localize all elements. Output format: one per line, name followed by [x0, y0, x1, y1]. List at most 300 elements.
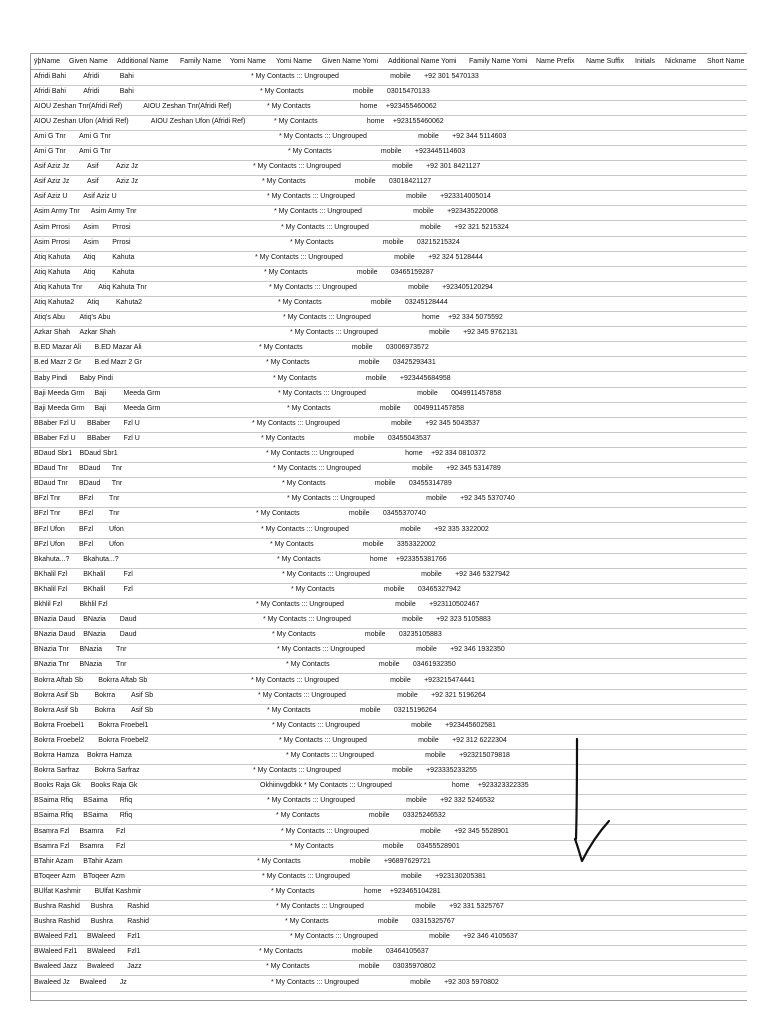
col-yomi-name-header: Yomi Name [230, 58, 266, 65]
cell-given-name: AIOU Zeshan Tnr(Afridi Ref) [143, 102, 232, 110]
cell-name: Asif Aziz Jz [34, 178, 70, 186]
cell-given-name: BTahir Azam [83, 857, 123, 865]
cell-group-membership: * My Contacts [267, 706, 311, 714]
cell-name: Bwaleed Jazz [34, 963, 78, 971]
cell-family-name: Fzl [123, 570, 133, 578]
cell-given-name: Atiq [83, 253, 96, 261]
table-row [31, 900, 747, 916]
cell-phone-value: 03461932350 [412, 661, 456, 669]
cell-phone-value: 03455314789 [408, 480, 452, 488]
col-additional-name-header: Additional Name [117, 58, 169, 65]
table-row [31, 704, 747, 720]
cell-group-membership: * My Contacts [261, 434, 305, 442]
cell-name: Asif Aziz Jz [34, 163, 70, 171]
cell-given-name: Bwaleed [79, 978, 107, 986]
table-row [31, 553, 747, 569]
cell-group-membership: * My Contacts [276, 812, 320, 820]
cell-phone-type: home [369, 555, 388, 563]
cell-given-name: BFzl [79, 510, 93, 518]
cell-family-name: Rfiq [119, 797, 133, 805]
cell-given-name: Baji [94, 404, 107, 412]
cell-group-membership: * My Contacts ::: Ungrouped [269, 283, 357, 291]
cell-group-membership: * My Contacts [259, 344, 303, 352]
cell-name: Atiq Kahuta Tnr [34, 283, 83, 291]
cell-group-membership: * My Contacts ::: Ungrouped [283, 314, 371, 322]
cell-name: Baji Meeda Grm [34, 404, 85, 412]
cell-phone-type: mobile [348, 510, 370, 518]
table-row [31, 976, 747, 992]
cell-phone-type: mobile [377, 918, 399, 926]
cell-phone-value: +92 312 6222304 [452, 736, 507, 744]
cell-group-membership: * My Contacts [271, 887, 315, 895]
cell-phone-type: mobile [417, 389, 438, 397]
table-row [31, 387, 747, 403]
table-row [31, 115, 747, 131]
table-row [31, 583, 747, 599]
cell-family-name: Prrosi [112, 238, 131, 246]
cell-family-name: Tnr [111, 465, 123, 473]
cell-group-membership: * My Contacts ::: Ungrouped [266, 450, 354, 457]
cell-name: Afridi Bahi [34, 87, 66, 95]
cell-phone-type: mobile [408, 283, 429, 291]
cell-name: Baji Meeda Grm [34, 389, 85, 397]
cell-phone-value: +92 303 5970802 [444, 978, 499, 986]
table-row [31, 70, 747, 86]
table-row [31, 613, 747, 629]
cell-phone-value: +92 345 5528901 [454, 827, 509, 835]
cell-family-name: Ufon [109, 540, 124, 548]
cell-phone-type: mobile [391, 419, 412, 427]
cell-given-name: BToqeer Azm [83, 872, 125, 880]
cell-phone-value: +923455460062 [385, 102, 437, 110]
cell-family-name: Ufon [109, 525, 124, 533]
cell-name: Bsamra Fzl [34, 827, 70, 835]
table-row [31, 825, 747, 841]
cell-given-name: BSaima [83, 812, 108, 820]
cell-name: BSaima Rfiq [34, 812, 73, 820]
cell-name: Asim Prrosi [34, 223, 70, 231]
cell-group-membership: * My Contacts [270, 540, 314, 548]
cell-name: Asif Aziz U [34, 193, 68, 201]
cell-group-membership: * My Contacts ::: Ungrouped [279, 132, 367, 140]
cell-group-membership: * My Contacts ::: Ungrouped [261, 525, 349, 533]
cell-group-membership: * My Contacts ::: Ungrouped [253, 767, 341, 775]
cell-phone-type: mobile [358, 359, 380, 367]
cell-phone-value: +92 321 5215324 [454, 223, 509, 231]
cell-group-membership: * My Contacts ::: Ungrouped [274, 208, 362, 216]
table-row [31, 175, 747, 191]
cell-phone-type: mobile [418, 132, 439, 140]
cell-given-name: Bwaleed [87, 963, 114, 971]
cell-phone-type: mobile [411, 721, 432, 729]
cell-given-name: Bokrra Hamza [87, 752, 132, 759]
cell-given-name: B.ED Mazar Ali [94, 344, 142, 352]
cell-phone-type: mobile [400, 525, 421, 533]
cell-phone-type: mobile [352, 87, 374, 95]
cell-given-name: BDaud Sbr1 [79, 450, 118, 457]
cell-phone-type: mobile [420, 223, 441, 231]
cell-group-membership: * My Contacts [273, 374, 317, 382]
cell-group-membership: * My Contacts ::: Ungrouped [253, 163, 341, 171]
table-row [31, 643, 747, 659]
cell-family-name: Aziz Jz [116, 178, 139, 186]
table-row [31, 221, 747, 237]
cell-family-name: Fzl1 [127, 948, 141, 956]
col-family-name-yomi-header: Family Name Yomi [469, 58, 528, 65]
cell-phone-value: +92 346 5327942 [455, 570, 510, 578]
cell-family-name: Fzl [116, 842, 126, 850]
cell-name: Books Raja Gk [34, 782, 81, 790]
cell-phone-value: +923130205381 [435, 872, 486, 880]
cell-given-name: Bokrra Sarfraz [94, 767, 140, 775]
cell-phone-type: mobile [394, 253, 415, 261]
cell-phone-value: +923445114603 [414, 148, 466, 155]
cell-phone-type: mobile [418, 736, 439, 744]
cell-given-name: Asim [83, 238, 99, 246]
cell-phone-type: mobile [356, 268, 378, 276]
cell-family-name: Bahi [119, 72, 134, 80]
cell-family-name: Fzl [116, 827, 126, 835]
cell-family-name: Jazz [127, 963, 142, 971]
cell-family-name: Bahi [119, 87, 134, 95]
table-row [31, 251, 747, 267]
cell-phone-type: mobile [412, 465, 433, 473]
cell-phone-type: mobile [392, 767, 413, 775]
cell-family-name: Fzl [123, 585, 133, 593]
cell-group-membership: * My Contacts ::: Ungrouped [271, 978, 359, 986]
table-row [31, 236, 747, 252]
cell-given-name: BBaber [87, 434, 111, 442]
cell-given-name: Bushra [90, 918, 113, 926]
cell-phone-type: mobile [354, 178, 376, 186]
cell-group-membership: * My Contacts [288, 148, 332, 155]
cell-family-name: Tnr [111, 480, 123, 488]
cell-family-name: Asif Sb [131, 706, 154, 714]
cell-phone-type: home [422, 314, 440, 322]
cell-phone-value: 3353322002 [396, 540, 436, 548]
cell-given-name: BNazia [79, 661, 103, 669]
table-row [31, 372, 747, 388]
table-row [31, 311, 747, 327]
cell-name: Ami G Tnr [34, 148, 66, 155]
cell-family-name: Fzl U [123, 434, 140, 442]
cell-given-name: Bokrra Aftab Sb [98, 676, 148, 684]
table-row [31, 855, 747, 871]
cell-phone-value: +923465104281 [389, 887, 441, 895]
cell-group-membership: * My Contacts ::: Ungrouped [290, 933, 378, 941]
table-row [31, 477, 747, 493]
table-row [31, 764, 747, 780]
cell-group-membership: * My Contacts [290, 238, 334, 246]
cell-group-membership: * My Contacts ::: Ungrouped [252, 419, 340, 427]
cell-name: BFzl Tnr [34, 510, 61, 518]
table-row [31, 145, 747, 161]
cell-given-name: BUlfat Kashmir [94, 887, 142, 895]
table-row [31, 130, 747, 146]
cell-name: BDaud Sbr1 [34, 450, 73, 457]
cell-name: Atiq Kahuta [34, 268, 71, 276]
cell-phone-type: mobile [362, 540, 384, 548]
cell-name: BWaleed Fzl1 [34, 948, 78, 956]
table-row [31, 689, 747, 705]
col-additional-name-yomi-header: Additional Name Yomi [388, 58, 457, 65]
cell-group-membership: * My Contacts ::: Ungrouped [277, 646, 365, 654]
cell-phone-value: +923215079818 [459, 752, 510, 759]
cell-family-name: Fzl U [123, 419, 140, 427]
cell-phone-value: +92 345 9762131 [463, 329, 518, 337]
table-row [31, 266, 747, 282]
table-row [31, 402, 747, 418]
cell-phone-value: 03325246532 [402, 812, 446, 820]
cell-phone-value: +92 346 4105637 [463, 933, 518, 941]
cell-given-name: Bokrra [94, 706, 116, 714]
cell-phone-value: +92 323 5105883 [436, 616, 491, 624]
cell-phone-type: mobile [390, 676, 411, 684]
cell-family-name: Meeda Grm [123, 404, 161, 412]
cell-group-membership: * My Contacts ::: Ungrouped [258, 691, 346, 699]
cell-given-name: Asif [87, 163, 99, 171]
table-row [31, 462, 747, 478]
cell-phone-type: mobile [406, 797, 427, 805]
cell-name: Atiq Kahuta2 [34, 299, 75, 306]
cell-phone-type: home [451, 782, 470, 790]
cell-phone-type: mobile [406, 193, 427, 201]
cell-phone-type: mobile [382, 842, 404, 850]
cell-name: B.ED Mazar Ali [34, 344, 82, 352]
cell-given-name: Bkhlil Fzl [79, 601, 108, 608]
cell-phone-value: 0049911457858 [451, 389, 502, 397]
cell-phone-value: +923215474441 [424, 676, 475, 684]
cell-phone-value: +92 332 5246532 [440, 797, 495, 805]
cell-name: Bokrra Asif Sb [34, 691, 79, 699]
cell-phone-value: +92 321 5196264 [431, 691, 486, 699]
cell-group-membership: * My Contacts [291, 585, 335, 593]
cell-phone-value: +923335233255 [426, 767, 477, 775]
cell-group-membership: * My Contacts [285, 918, 329, 926]
cell-name: AIOU Zeshan Tnr(Afridi Ref) [34, 102, 123, 110]
cell-phone-type: mobile [351, 344, 373, 352]
cell-phone-value: +923355381766 [395, 555, 447, 563]
cell-name: Bushra Rashid [34, 903, 80, 910]
cell-group-membership: * My Contacts [286, 661, 330, 669]
col-initials-header: Initials [635, 58, 655, 65]
col-yomi-name-2-header: Yomi Name [276, 58, 312, 65]
cell-phone-type: mobile [413, 208, 434, 216]
cell-family-name: Rfiq [119, 812, 133, 820]
cell-name: BFzl Ufon [34, 525, 65, 533]
cell-phone-value: 03455528901 [416, 842, 460, 850]
cell-name: Bkhlil Fzl [34, 601, 63, 608]
cell-given-name: BNazia [83, 631, 106, 639]
cell-phone-type: mobile [370, 299, 392, 306]
cell-phone-value: +923314005014 [440, 193, 491, 201]
column-header-row [31, 54, 747, 70]
cell-group-membership: * My Contacts [256, 510, 300, 518]
cell-given-name: Asim [83, 223, 99, 231]
col-given-name-header: Given Name [69, 58, 108, 65]
cell-phone-value: +92 346 1932350 [450, 646, 505, 654]
cell-family-name: Tnr [109, 495, 120, 503]
cell-phone-type: mobile [358, 963, 380, 971]
cell-name: BFzl Ufon [34, 540, 65, 548]
col-name-suffix-header: Name Suffix [586, 58, 624, 65]
cell-phone-value: 03465327942 [417, 585, 461, 593]
cell-phone-value: 03425293431 [392, 359, 436, 367]
cell-phone-type: mobile [379, 404, 401, 412]
cell-given-name: Atiq's Abu [79, 314, 111, 322]
table-row [31, 326, 747, 342]
col-given-name-yomi-header: Given Name Yomi [322, 58, 379, 65]
cell-given-name: Books Raja Gk [90, 782, 138, 790]
cell-phone-type: mobile [353, 434, 375, 442]
table-row [31, 507, 747, 523]
table-row [31, 658, 747, 674]
cell-given-name: BKhalil [83, 585, 106, 593]
cell-given-name: Baji [94, 389, 107, 397]
cell-phone-value: +92 344 5114603 [452, 132, 507, 140]
cell-phone-type: mobile [429, 933, 450, 941]
cell-group-membership: * My Contacts [274, 117, 318, 125]
table-row [31, 160, 747, 176]
cell-name: BUlfat Kashmir [34, 887, 81, 895]
cell-phone-type: mobile [397, 691, 418, 699]
cell-family-name: Kahuta [112, 253, 135, 261]
cell-phone-value: +92 335 3322002 [434, 525, 489, 533]
cell-name: BSaima Rfiq [34, 797, 73, 805]
cell-family-name: Rashid [127, 903, 150, 910]
cell-group-membership: * My Contacts ::: Ungrouped [272, 721, 360, 729]
cell-name: Atiq Kahuta [34, 253, 71, 261]
cell-name: B.ed Mazr 2 Gr [34, 359, 82, 367]
cell-name: Bushra Rashid [34, 918, 80, 926]
cell-phone-value: +923323322335 [477, 782, 529, 790]
cell-phone-value: 03455043537 [387, 434, 431, 442]
cell-group-membership: * My Contacts ::: Ungrouped [251, 72, 339, 80]
cell-phone-value: +923435220068 [447, 208, 498, 216]
cell-family-name: Kahuta [112, 268, 135, 276]
cell-name: BDaud Tnr [34, 465, 68, 473]
table-row [31, 356, 747, 372]
cell-phone-type: mobile [364, 631, 386, 639]
cell-phone-value: +923110502467 [429, 601, 480, 608]
table-row [31, 341, 747, 357]
cell-phone-value: +92 301 8421127 [426, 163, 481, 171]
cell-given-name: Asif Aziz U [83, 193, 117, 201]
table-row [31, 417, 747, 433]
cell-phone-type: mobile [374, 480, 396, 488]
cell-name: Ami G Tnr [34, 132, 66, 140]
cell-group-membership: * My Contacts ::: Ungrouped [256, 601, 344, 608]
cell-phone-value: 03215215324 [416, 238, 460, 246]
cell-group-membership: * My Contacts ::: Ungrouped [263, 616, 351, 624]
cell-phone-type: mobile [426, 495, 447, 503]
table-row [31, 960, 747, 976]
cell-phone-value: 03465159287 [390, 268, 434, 276]
cell-group-membership: * My Contacts [257, 857, 301, 865]
cell-group-membership: * My Contacts [267, 102, 311, 110]
cell-family-name: Tnr [116, 646, 127, 654]
table-row [31, 840, 747, 856]
cell-phone-type: mobile [380, 148, 402, 155]
cell-phone-type: mobile [390, 72, 411, 80]
cell-name: Asim Army Tnr [34, 208, 80, 216]
cell-phone-type: mobile [421, 570, 442, 578]
cell-given-name: BDaud [79, 480, 101, 488]
table-row [31, 598, 747, 614]
cell-name: BKhalil Fzl [34, 570, 68, 578]
cell-name: BTahir Azam [34, 857, 74, 865]
cell-name: BBaber Fzl U [34, 419, 76, 427]
cell-name: BKhalil Fzl [34, 585, 68, 593]
cell-name: Baby Pindi [34, 374, 68, 382]
cell-group-membership: * My Contacts [282, 480, 326, 488]
table-row [31, 930, 747, 946]
cell-phone-type: home [366, 117, 385, 125]
cell-name: BBaber Fzl U [34, 434, 76, 442]
cell-phone-value: 03018421127 [388, 178, 432, 186]
cell-group-membership: * My Contacts ::: Ungrouped [279, 736, 367, 744]
cell-name: BNazia Daud [34, 631, 76, 639]
cell-phone-value: 03315325767 [411, 918, 455, 926]
table-row [31, 779, 747, 795]
cell-name: Bsamra Fzl [34, 842, 70, 850]
table-row [31, 674, 747, 690]
cell-phone-type: mobile [420, 827, 441, 835]
cell-phone-value: 03006973572 [385, 344, 429, 352]
cell-given-name: Bokrra Froebel1 [98, 721, 149, 729]
cell-given-name: BBaber [87, 419, 111, 427]
cell-given-name: Bsamra [79, 842, 104, 850]
cell-phone-value: 03035970802 [392, 963, 436, 971]
cell-name: Bokrra Aftab Sb [34, 676, 84, 684]
cell-given-name: AIOU Zeshan Ufon (Afridi Ref) [150, 117, 246, 125]
cell-phone-value: 0049911457858 [413, 404, 464, 412]
table-row [31, 809, 747, 825]
table-row [31, 205, 747, 221]
table-row [31, 749, 747, 765]
cell-given-name: Atiq [83, 268, 96, 276]
cell-group-membership: Okhiinvgdbkk * My Contacts ::: Ungrouped [260, 782, 392, 790]
cell-given-name: Bsamra [79, 827, 104, 835]
cell-phone-type: mobile [359, 706, 381, 714]
cell-phone-type: mobile [392, 163, 413, 171]
handwritten-checkmark [560, 735, 620, 875]
cell-group-membership: * My Contacts ::: Ungrouped [255, 253, 343, 261]
cell-family-name: Aziz Jz [116, 163, 139, 171]
cell-name: Afridi Bahi [34, 72, 66, 80]
cell-name: BNazia Tnr [34, 661, 69, 669]
cell-name: BNazia Tnr [34, 646, 69, 654]
cell-given-name: BKhalil [83, 570, 106, 578]
col-name-prefix-header: Name Prefix [536, 58, 575, 65]
cell-phone-value: +92 334 5075592 [448, 314, 503, 322]
cell-given-name: BWaleed [87, 933, 116, 941]
table-row [31, 538, 747, 554]
cell-name: BDaud Tnr [34, 480, 68, 488]
cell-given-name: Atiq Kahuta Tnr [98, 283, 147, 291]
cell-phone-type: mobile [368, 812, 390, 820]
cell-family-name: Daud [119, 616, 137, 624]
table-row [31, 915, 747, 931]
table-row [31, 190, 747, 206]
cell-phone-value: +92 331 5325767 [449, 903, 504, 910]
cell-group-membership: * My Contacts ::: Ungrouped [262, 872, 350, 880]
cell-given-name: Asim Army Tnr [90, 208, 137, 216]
cell-phone-type: mobile [429, 329, 450, 337]
cell-given-name: Afridi [83, 72, 100, 80]
cell-group-membership: * My Contacts ::: Ungrouped [276, 903, 364, 910]
cell-family-name: Prrosi [112, 223, 131, 231]
